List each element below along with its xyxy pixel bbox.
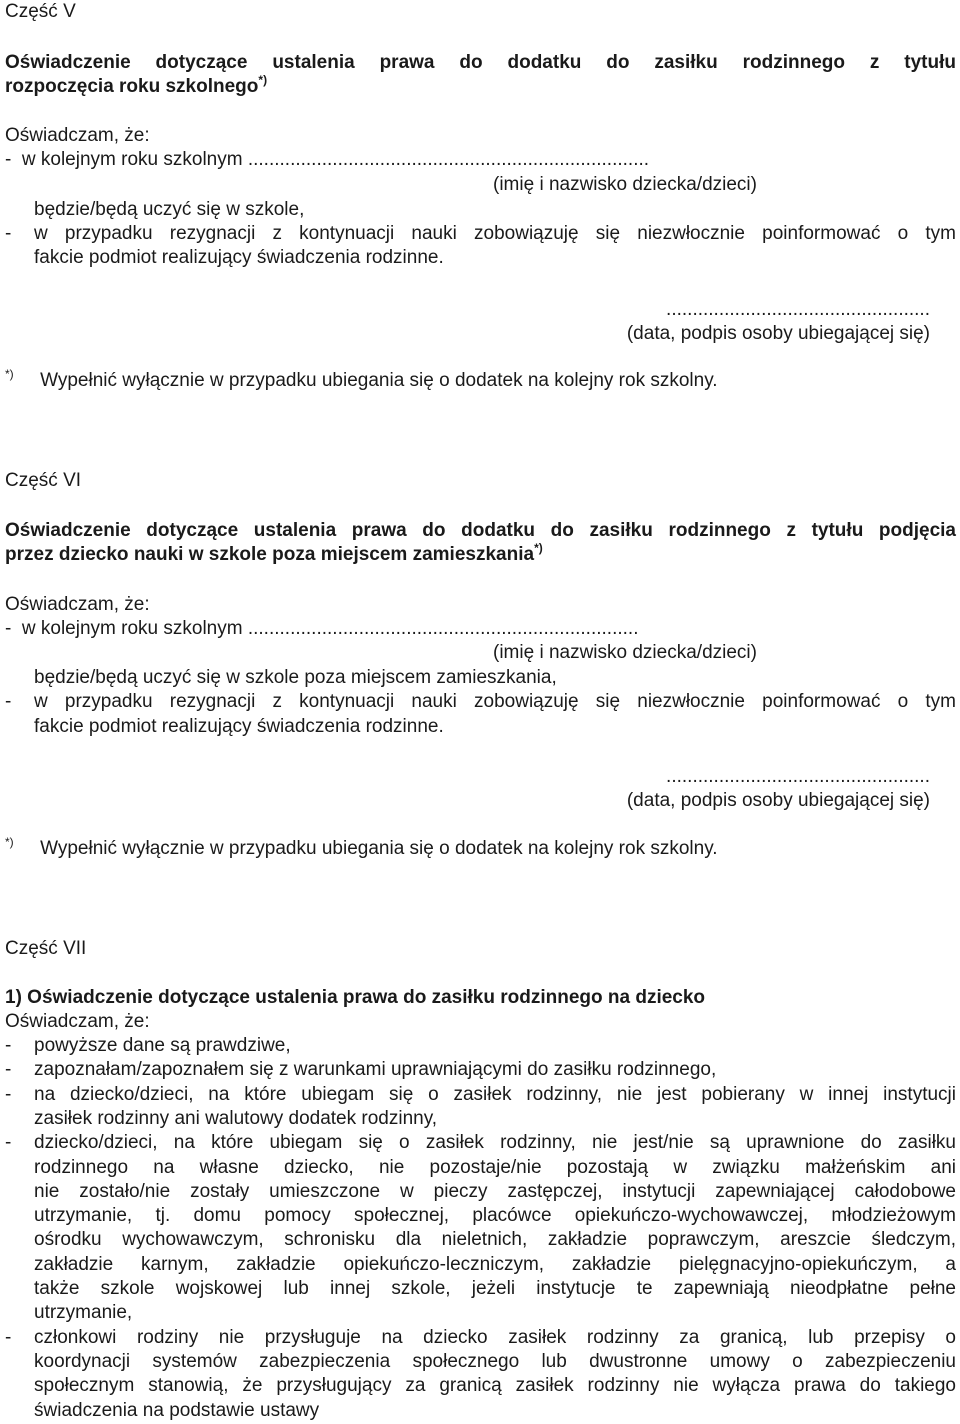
part7-heading: Część VII (5, 938, 87, 959)
list-item-line: członkowi rodziny nie przysługuje na dziecko zasiłek rodzinny za granicą, lub przepisy o (34, 1327, 956, 1348)
part6-heading: Część VI (5, 470, 82, 491)
list-item-line: zasiłek rodzinny ani walutowy dodatek rodzinny, (34, 1108, 438, 1129)
list-item-line: ośrodku wychowawczym, schronisku dla nieletnich, zakładzie poprawczym, areszcie śledczym, (34, 1229, 956, 1250)
part5-signature-caption: (data, podpis osoby ubiegającej się) (626, 323, 930, 344)
part7-title: 1) Oświadczenie dotyczące ustalenia prawa do zasiłku rodzinnego na dziecko (5, 987, 706, 1008)
footnote-mark: *) (5, 367, 14, 381)
part5-footnote: *) Wypełnić wyłącznie w przypadku ubiegania się o dodatek na kolejny rok szkolny. (5, 367, 718, 391)
list-item-line: rodzinnego na własne dziecko, nie pozostaje/nie pozostają w związku małżeńskim ani (34, 1157, 956, 1178)
part6-item1-cont: będzie/będą uczyć się w szkole poza miejscem zamieszkania, (34, 667, 557, 688)
part6-item1: - w kolejnym roku szkolnym .......................................................................... (5, 618, 639, 639)
part5-item2-line1: w przypadku rezygnacji z kontynuacji nauki zobowiązuję się niezwłocznie poinformować o tym (34, 223, 956, 244)
part6-footnote: *) Wypełnić wyłącznie w przypadku ubiegania się o dodatek na kolejny rok szkolny. (5, 835, 718, 859)
bullet-dash: - (5, 1327, 12, 1348)
list-item-line: utrzymanie, (34, 1302, 133, 1323)
list-item-line: utrzymanie, tj. domu pomocy społecznej, placówce opiekuńczo-wychowawczej, młodzieżowym (34, 1205, 956, 1226)
part5-item1-cont: będzie/będą uczyć się w szkole, (34, 199, 305, 220)
footnote-mark: *) (258, 73, 268, 87)
bullet-dash: - (5, 1132, 12, 1153)
part5-caption-child: (imię i nazwisko dziecka/dzieci) (493, 174, 757, 195)
list-item-line: także szkole wojskowej lub innej szkole, jeżeli instytucje te zapewniają nieodpłatne pełne (34, 1278, 956, 1299)
list-item-line: świadczenia na podstawie ustawy (34, 1400, 320, 1421)
part6-signature-caption: (data, podpis osoby ubiegającej się) (626, 790, 930, 811)
bullet-dash: - (5, 1059, 12, 1080)
part6-item2-line2: fakcie podmiot realizujący świadczenia rodzinne. (34, 716, 444, 737)
part5-item2-dash: - (5, 223, 12, 244)
list-item-line: zakładzie karnym, zakładzie opiekuńczo-leczniczym, zakładzie pielęgnacyjno-opiekuńczym, a (34, 1254, 956, 1275)
list-item-line: na dziecko/dzieci, na które ubiegam się o zasiłek rodzinny, nie jest pobierany w innej instytucji (34, 1084, 956, 1105)
list-item-line: społecznym stanowią, że przysługujący za granicą zasiłek rodzinny nie wyłącza prawa do takiego (34, 1375, 956, 1396)
bullet-dash: - (5, 1035, 12, 1056)
part6-item2-line1: w przypadku rezygnacji z kontynuacji nauki zobowiązuję się niezwłocznie poinformować o tym (34, 691, 956, 712)
part5-title-line1: Oświadczenie dotyczące ustalenia prawa do dodatku do zasiłku rodzinnego z tytułu (5, 52, 956, 73)
part6-title-line1: Oświadczenie dotyczące ustalenia prawa do dodatku do zasiłku rodzinnego z tytułu podjęcia (5, 520, 956, 541)
part6-declare: Oświadczam, że: (5, 594, 150, 615)
footnote-mark: *) (5, 835, 14, 849)
part5-declare: Oświadczam, że: (5, 125, 150, 146)
part6-title-line2: przez dziecko nauki w szkole poza miejscem zamieszkania*) (5, 541, 543, 565)
part7-declare: Oświadczam, że: (5, 1011, 150, 1032)
bullet-dash: - (5, 1084, 12, 1105)
part5-item1: - w kolejnym roku szkolnym ............................................................................ (5, 149, 650, 170)
list-item-line: powyższe dane są prawdziwe, (34, 1035, 291, 1056)
part5-signature-line: .................................................. (666, 299, 930, 320)
part6-caption-child: (imię i nazwisko dziecka/dzieci) (493, 642, 757, 663)
part6-item2-dash: - (5, 691, 12, 712)
list-item-line: zapoznałam/zapoznałem się z warunkami uprawniającymi do zasiłku rodzinnego, (34, 1059, 717, 1080)
part6-signature-line: .................................................. (666, 766, 930, 787)
part5-heading: Część V (5, 1, 76, 22)
list-item-line: nie zostało/nie zostały umieszczone w pieczy zastępczej, instytucji zapewniającej całodobowe (34, 1181, 956, 1202)
list-item-line: koordynacji systemów zabezpieczenia społecznego lub dwustronne umowy o zabezpieczeniu (34, 1351, 956, 1372)
list-item-line: dziecko/dzieci, na które ubiegam się o zasiłek rodzinny, nie jest/nie są uprawnione do zasiłku (34, 1132, 956, 1153)
part5-item2-line2: fakcie podmiot realizujący świadczenia rodzinne. (34, 247, 444, 268)
footnote-mark: *) (534, 541, 543, 555)
part5-title-line2: rozpoczęcia roku szkolnego*) (5, 73, 268, 97)
